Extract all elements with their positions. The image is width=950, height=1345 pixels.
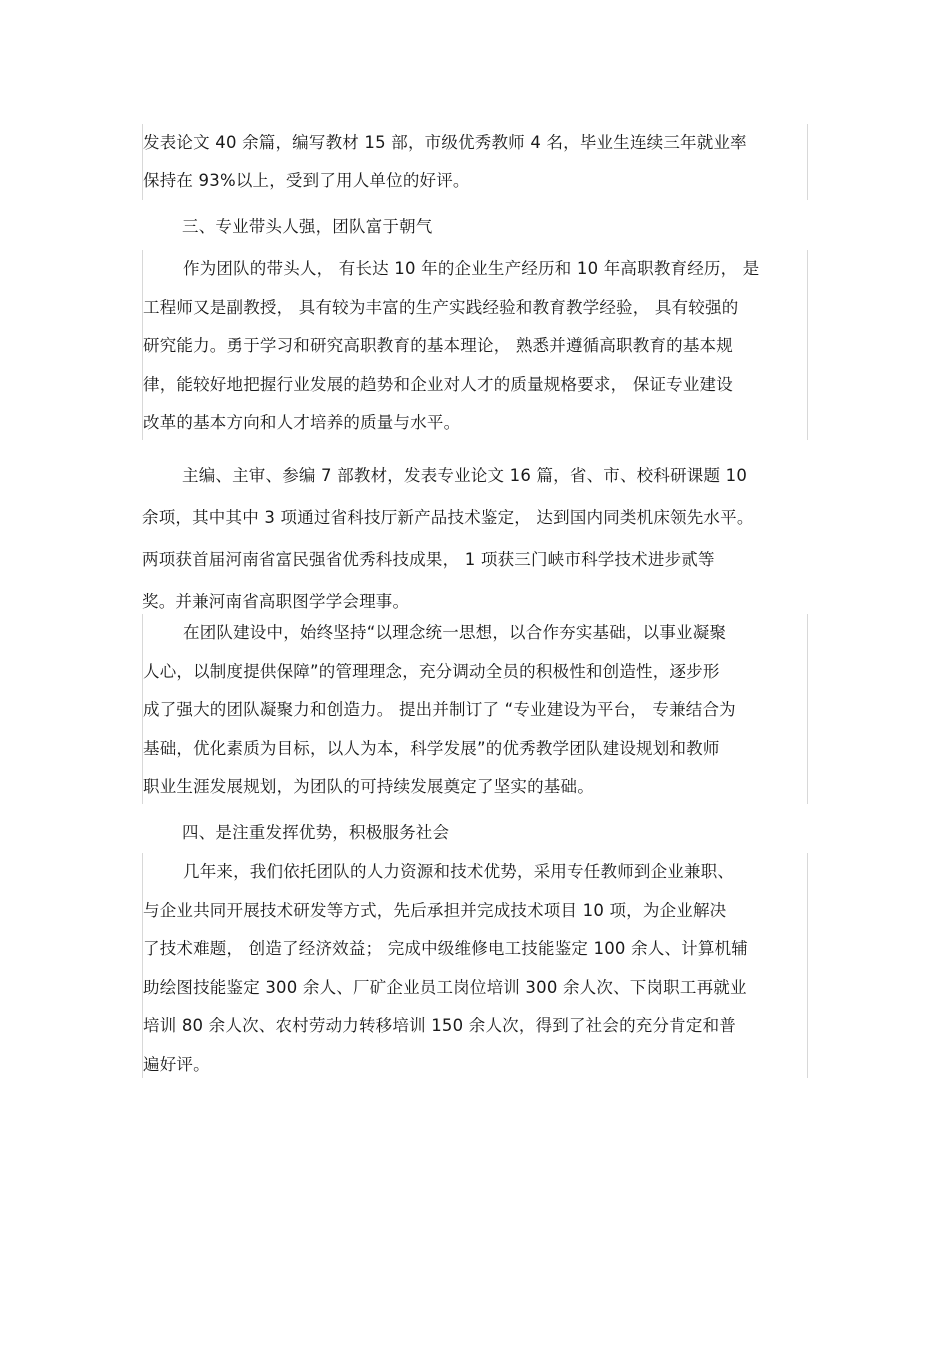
- text-line: 发表论文 40 余篇，编写教材 15 部，市级优秀教师 4 名，毕业生连续三年就业率: [143, 133, 747, 152]
- text-line: 基础，优化素质为目标，以人为本，科学发展”的优秀教学团队建设规划和教师: [143, 738, 720, 758]
- text-line: 在团队建设中，始终坚持“以理念统一思想，以合作夯实基础，以事业凝聚: [183, 623, 727, 642]
- section-heading-three: 三、专业带头人强，团队富于朝气: [182, 217, 433, 236]
- text-line: 保持在 93%以上，受到了用人单位的好评。: [143, 171, 470, 190]
- text-line: 助绘图技能鉴定 300 余人、厂矿企业员工岗位培训 300 余人次、下岗职工再就业: [143, 977, 747, 997]
- text-line: 研究能力。勇于学习和研究高职教育的基本理论， 熟悉并遵循高职教育的基本规: [143, 336, 733, 355]
- text-line: 改革的基本方向和人才培养的质量与水平。: [143, 413, 461, 432]
- text-line: 工程师又是副教授， 具有较为丰富的生产实践经验和教育教学经验， 具有较强的: [143, 297, 739, 317]
- paragraph-social-service: [142, 853, 808, 1078]
- text-line: 职业生涯发展规划，为团队的可持续发展奠定了坚实的基础。: [143, 777, 594, 796]
- text-line: 奖。并兼河南省高职图学学会理事。: [142, 592, 410, 611]
- text-line: 成了强大的团队凝聚力和创造力。 提出并制订了 “专业建设为平台， 专兼结合为: [143, 700, 736, 719]
- paragraph-research: [142, 455, 806, 623]
- paragraph-team-leader: [142, 250, 808, 440]
- text-line: 两项获首届河南省富民强省优秀科技成果， 1 项获三门峡市科学技术进步贰等: [142, 550, 715, 569]
- text-line: 主编、主审、参编 7 部教材，发表专业论文 16 篇，省、市、校科研课题 10: [182, 466, 748, 485]
- text-line: 余项，其中其中 3 项通过省科技厅新产品技术鉴定， 达到国内同类机床领先水平。: [142, 508, 754, 527]
- text-line: 人心，以制度提供保障”的管理理念，充分调动全员的积极性和创造性，逐步形: [143, 661, 720, 681]
- paragraph-team-building: [142, 614, 808, 804]
- text-line: 几年来，我们依托团队的人力资源和技术优势，采用专任教师到企业兼职、: [183, 862, 735, 881]
- paragraph-publications: [142, 124, 808, 200]
- text-line: 了技术难题， 创造了经济效益； 完成中级维修电工技能鉴定 100 余人、计算机辅: [143, 939, 748, 958]
- text-line: 律，能较好地把握行业发展的趋势和企业对人才的质量规格要求， 保证专业建设: [143, 374, 733, 394]
- text-line: 作为团队的带头人， 有长达 10 年的企业生产经历和 10 年高职教育经历， 是: [183, 259, 760, 278]
- text-line: 遍好评。: [143, 1054, 210, 1074]
- section-heading-four: 四、是注重发挥优势，积极服务社会: [182, 823, 450, 842]
- text-line: 与企业共同开展技术研发等方式，先后承担并完成技术项目 10 项，为企业解决: [143, 900, 727, 920]
- text-line: 培训 80 余人次、农村劳动力转移培训 150 余人次，得到了社会的充分肯定和普: [143, 1016, 736, 1035]
